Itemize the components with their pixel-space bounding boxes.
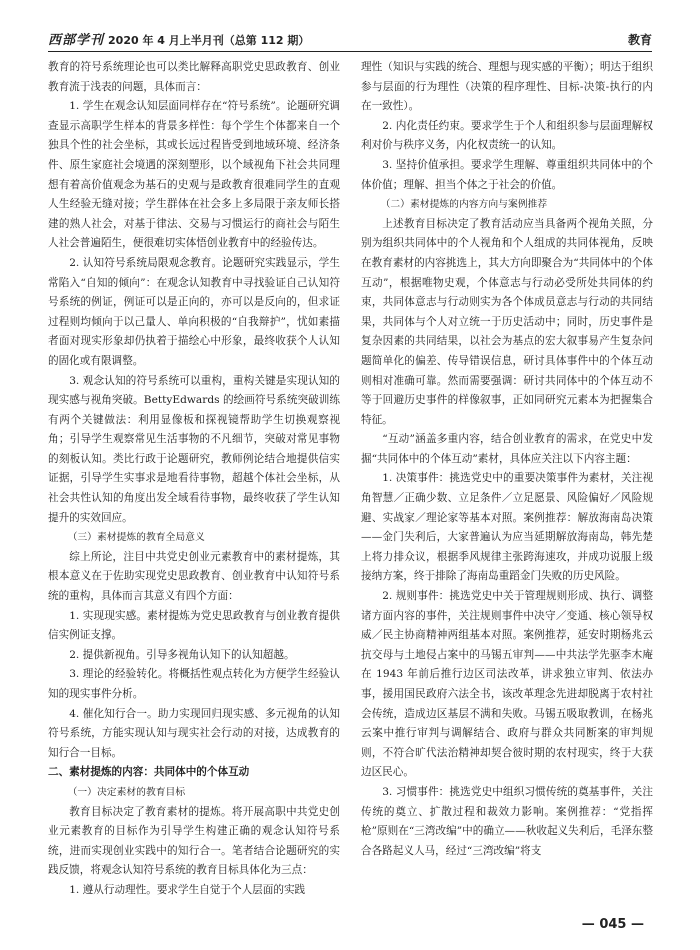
paragraph: 教育目标决定了教育素材的提炼。将开展高职中共党史创业元素教育的目标作为引导学生构建正确的观念认知符号系统，进而实现创业实践中的知行合一。笔者结合论题研究的实践反馈，将观念认知符号系统的教育目标具体化为三点： [48,805,340,877]
paragraph: 1. 遵从行动理性。要求学生自觉于个人层面的实践 [69,883,306,896]
paragraph: 1. 决策事件：挑选党史中的重要决策事件为素材，关注视角智慧／正确少数、立足条件／立足愿景、风险偏好／风险规避、实战家／理论家等基本对照。案例推荐：解放海南岛决策——金门失利后，大家普遍认为应当延期解放海南岛，韩先楚上将力排众议，根据季风规律主张跨海速攻，并成功说服上级接纳方案，终于排除了海南岛重蹈金门失败的历史风险。 [361,472,653,583]
subsection-heading: （三）素材提炼的教育全局意义 [67,532,205,544]
paragraph: 3. 理论的经验转化。将概括性观点转化为方便学生经验认知的现实事件分析。 [48,668,340,700]
page-number: — 045 — [581,917,644,932]
subsection-heading: （二）素材提炼的内容方向与案例推荐 [380,199,548,211]
running-header [48,24,652,52]
section-tag: 教育 [627,33,652,47]
right-column [361,58,653,861]
paragraph: 2. 内化责任约束。要求学生于个人和组织参与层面理解权利对价与秩序义务，内化权责统一的认知。 [361,119,653,152]
paragraph: 上述教育目标决定了教育活动应当具备两个视角关照，分别为组织共同体中的个人视角和个人组成的共同体视角，反映在教育素材的内容挑选上，其大方向即聚合为“共同体中的个体互动”，根据唯物史观，个体意志与行动必受所处共同体的约束，共同体意志与行动则实为各个体成员意志与行动的共同结果，共同体与个人对立统一于历史活动中；同时，历史事件是复杂因素的共同结果，以社会为基点的宏大叙事易产生复杂问题简单化的偏差、传导错误信息，研讨具体事件中的个体互动则相对准确可靠。然而需要强调：研讨共同体中的个体互动不等于回避历史事件的样像叙事，正如同研究元素本为把握集合特征。 [361,217,653,426]
subsection-heading: （一）决定素材的教育目标 [67,786,186,798]
issue-info: 2020 年 4 月上半月刊（总第 112 期） [108,34,310,47]
paragraph: 1. 学生在观念认知层面同样存在“符号系统”。论题研究调查显示高职学生样本的背景多样性：每个学生个体都来自一个独具个性的社会坐标，其或长远过程皆受到地域环境、经济条件、原生家庭社会境遇的深刻塑形，以个域视角下社会共同理想有着高价值观念为基石的史观与是政教育很难同学生的直观人生经验无缝对接；学生群体在社会多上多局限于亲友师长搭建的熟人社会，对基于律法、交易与习惯运行的商社会与陌生人社会普遍陌生，便很难切实体悟创业教育中的经验传达。 [48,100,340,250]
paragraph: 2. 认知符号系统局限观念教育。论题研究实践显示，学生常陷入“自知的倾向”：在观念认知教育中寻找验证自己认知符号系统的例证，例证可以是正向的，亦可以是反向的，但求证过程则均倾向于以己量人、单向积极的“自我辩护”，忧如素描者面对现实形象却仍执着于描绘心中形象，最终收获个人认知的固化或有限调整。 [48,256,340,367]
paragraph: 综上所论，注目中共党史创业元素教育中的素材提炼，其根本意义在于佐助实现党史思政教育、创业教育中认知符号系统的重构，具体而言其意义有四个方面： [48,550,340,603]
paragraph: 3. 观念认知的符号系统可以重构，重构关键是实现认知的现实感与视角突破。BettyEdwards 的绘画符号系统突破训练有两个关键做法：利用显像板和探视镜帮助学生切换观察视角；引导学生观察常见生活事物的不凡细节，突破对常见事物的刻板认知。类比行政于论题研究，教师例论结合地提供信实证据，引导学生实事求是地看待事物，超越个体社会坐标，从社会共性认知的角度出发全域看待事物，最终收获了学生认知提升的实效回应。 [48,374,340,524]
section-heading: 二、素材提炼的内容：共同体中的个体互动 [48,766,250,779]
header-left [48,29,309,48]
paragraph: 4. 催化知行合一。助力实现回归现实感、多元视角的认知符号系统，方能实现认知与现实社会行动的对接，达成教育的知行合一目标。 [48,707,340,759]
paragraph: 1. 实现现实感。素材提炼为党史思政教育与创业教育提供信实例证支撑。 [48,609,340,642]
left-column [48,58,340,901]
paragraph: 教育的符号系统理论也可以类比解释高职党史思政教育、创业教育流于浅表的问题，具体而言： [48,61,340,93]
paragraph: “互动”涵盖多重内容，结合创业教育的需求，在党史中发掘“共同体中的个体互动”素材，具体应关注以下内容主题： [361,433,653,465]
paragraph: 2. 规则事件：挑选党史中关于管理规则形成、执行、调整诸方面内容的事件，关注规则事件中决守／变通、核心领导权威／民主协商精神两组基本对照。案例推荐，延安时期杨兆云抗交母与土地侵占案中的马锡五审判——中共法学先驱李木庵在 1943 年前后推行边区司法改革，讲求独立审判、依法办事，援用国民政府六法全书，该改革理念先进却脱离于农村社会传统，造成边区基层不满和失败。马锡五吸取教训，在杨兆云案中推行审判与调解结合、政府与群众共同断案的审判规则，不符合旷代法治精神却契合彼时期的农村现实，终于大获边区民心。 [361,590,653,779]
paragraph: 2. 提供新视角。引导多视角认知下的认知超越。 [69,648,295,661]
paragraph: 3. 坚持价值承担。要求学生理解、尊重组织共同体中的个体价值；理解、担当个体之于社会的价值。 [361,158,653,191]
journal-logo: 西部学刊 [48,33,105,48]
paragraph: 理性（知识与实践的统合、理想与现实感的平衡）；明达于组织参与层面的行为理性（决策的程序理性、目标-决策-执行的内在一致性）。 [361,61,653,113]
paragraph: 3. 习惯事件：挑选党史中组织习惯传统的奠基事件，关注传统的奠立、扩散过程和裁效力影响。案例推荐：“党指挥枪”原则在“三湾改编”中的确立——秋收起义失利后，毛泽东整合各路起义人马，经过“三湾改编”将支 [361,785,653,857]
